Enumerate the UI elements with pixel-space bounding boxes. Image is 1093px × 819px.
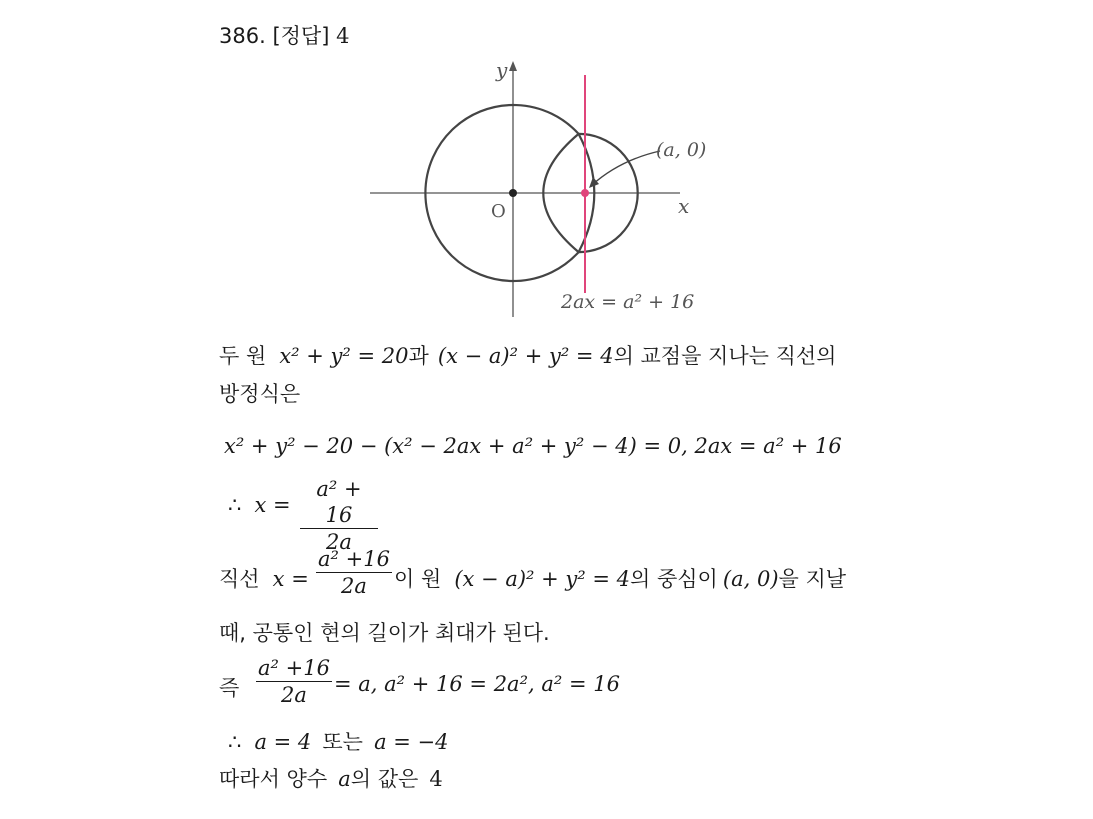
text-fragment: 과 — [408, 344, 429, 368]
text-line-7-rest: = a, a² + 16 = 2a², a² = 16 — [334, 672, 620, 696]
text-line-7-prefix: 즉 — [219, 676, 240, 700]
text-line-6: 때, 공통인 현의 길이가 최대가 된다. — [219, 621, 550, 645]
text-fragment: x = — [254, 493, 291, 517]
therefore-symbol: ∴ — [228, 730, 242, 754]
text-line-5-rest — [394, 563, 846, 593]
origin-label: O — [491, 201, 506, 222]
fraction-1 — [300, 476, 378, 555]
answer-value: 4 — [336, 24, 350, 48]
text-line-2: 방정식은 — [219, 382, 301, 406]
therefore-line-2 — [228, 726, 449, 756]
fraction-denominator: 2a — [326, 530, 352, 554]
text-line-5 — [219, 563, 309, 593]
fraction-2 — [316, 546, 392, 599]
fraction-numerator: a² +16 — [258, 656, 330, 680]
text-fragment: 이 원 — [394, 567, 442, 591]
fraction-denominator: 2a — [341, 574, 367, 598]
variable-a: a — [338, 767, 351, 791]
text-fragment: 의 교점을 지나는 직선의 — [613, 344, 837, 368]
y-label: y — [496, 58, 508, 82]
origin-point — [509, 189, 517, 197]
text-fragment: 두 원 — [219, 344, 267, 368]
problem-number: 386. — [219, 24, 266, 48]
fraction-numerator: a² +16 — [318, 547, 390, 571]
center-coordinate: (a, 0) — [722, 567, 779, 591]
line-label: 2ax = a² + 16 — [561, 291, 695, 313]
chord-equation: x² + y² − 20 − (x² − 2ax + a² + y² − 4) = 0, 2ax = a² + 16 — [224, 434, 842, 458]
fraction-numerator: a² + 16 — [316, 477, 362, 527]
circle-figure — [360, 55, 720, 320]
text-line-1 — [219, 340, 836, 370]
text-fragment: 따라서 양수 — [219, 767, 328, 791]
therefore-symbol: ∴ — [228, 493, 242, 517]
equation-circle1: x² + y² = 20 — [279, 344, 409, 368]
center-point — [581, 189, 589, 197]
text-fragment: 또는 — [322, 730, 363, 754]
therefore-line-1 — [228, 493, 291, 517]
text-fragment: 직선 — [219, 567, 260, 591]
equation-circle2: (x − a)² + y² = 4 — [454, 567, 630, 591]
solution-positive: a = 4 — [254, 730, 312, 754]
text-fragment: x = — [272, 567, 309, 591]
x-label: x — [678, 194, 690, 218]
answer-tag: [정답] — [272, 24, 330, 48]
final-answer: 4 — [429, 767, 443, 791]
fraction-3 — [256, 655, 332, 708]
text-fragment: 의 값은 — [350, 767, 419, 791]
y-axis-arrow — [509, 61, 517, 71]
text-fragment: 의 중심이 — [630, 567, 718, 591]
point-label: (a, 0) — [656, 139, 707, 161]
text-fragment: 을 지날 — [778, 567, 847, 591]
solution-negative: a = −4 — [374, 730, 449, 754]
problem-header — [219, 20, 349, 50]
text-line-9 — [219, 763, 443, 793]
equation-circle2: (x − a)² + y² = 4 — [437, 344, 614, 368]
fraction-denominator: 2a — [281, 683, 307, 707]
